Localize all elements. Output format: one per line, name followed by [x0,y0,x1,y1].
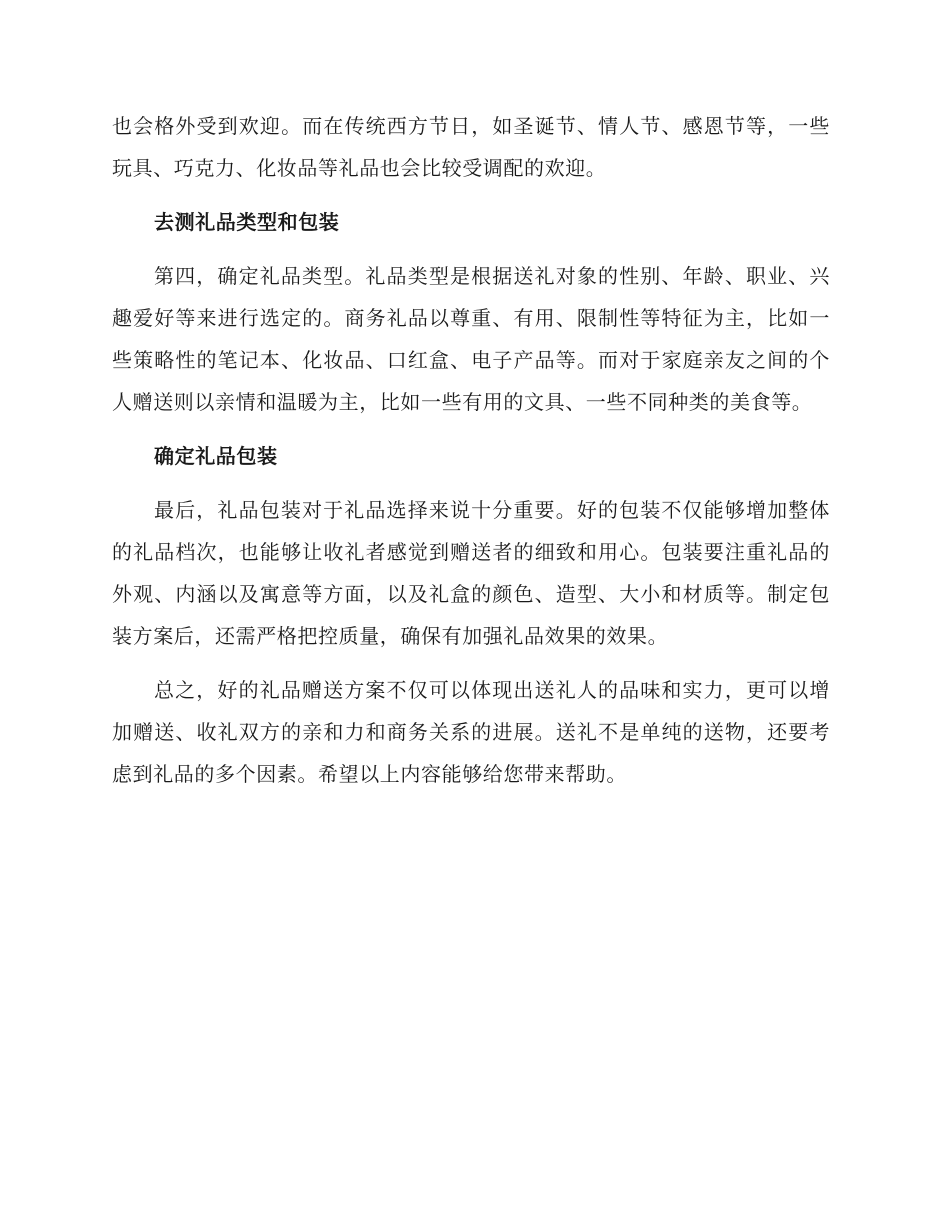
paragraph-continuation: 也会格外受到欢迎。而在传统西方节日，如圣诞节、情人节、感恩节等，一些玩具、巧克力、化妆品等礼品也会比较受调配的欢迎。 [112,114,830,180]
section-heading-packaging: 确定礼品包装 [154,444,278,468]
paragraph-conclusion: 总之，好的礼品赠送方案不仅可以体现出送礼人的品味和实力，更可以增加赠送、收礼双方的亲和力和商务关系的进展。送礼不是单纯的送物，还要考虑到礼品的多个因素。希望以上内容能够给您带来帮助。 [112,678,830,786]
paragraph-gift-type: 第四，确定礼品类型。礼品类型是根据送礼对象的性别、年龄、职业、兴趣爱好等来进行选定的。商务礼品以尊重、有用、限制性等特征为主，比如一些策略性的笔记本、化妆品、口红盒、电子产品等。而对于家庭亲友之间的个人赠送则以亲情和温暖为主，比如一些有用的文具、一些不同种类的美食等。 [112,264,830,414]
section-heading-gift-type-and-packaging: 去测礼品类型和包装 [154,210,340,234]
document-body [112,105,830,807]
paragraph-packaging: 最后，礼品包装对于礼品选择来说十分重要。好的包装不仅能够增加整体的礼品档次，也能够让收礼者感觉到赠送者的细致和用心。包装要注重礼品的外观、内涵以及寓意等方面，以及礼盒的颜色、造型、大小和材质等。制定包装方案后，还需严格把控质量，确保有加强礼品效果的效果。 [112,498,830,648]
